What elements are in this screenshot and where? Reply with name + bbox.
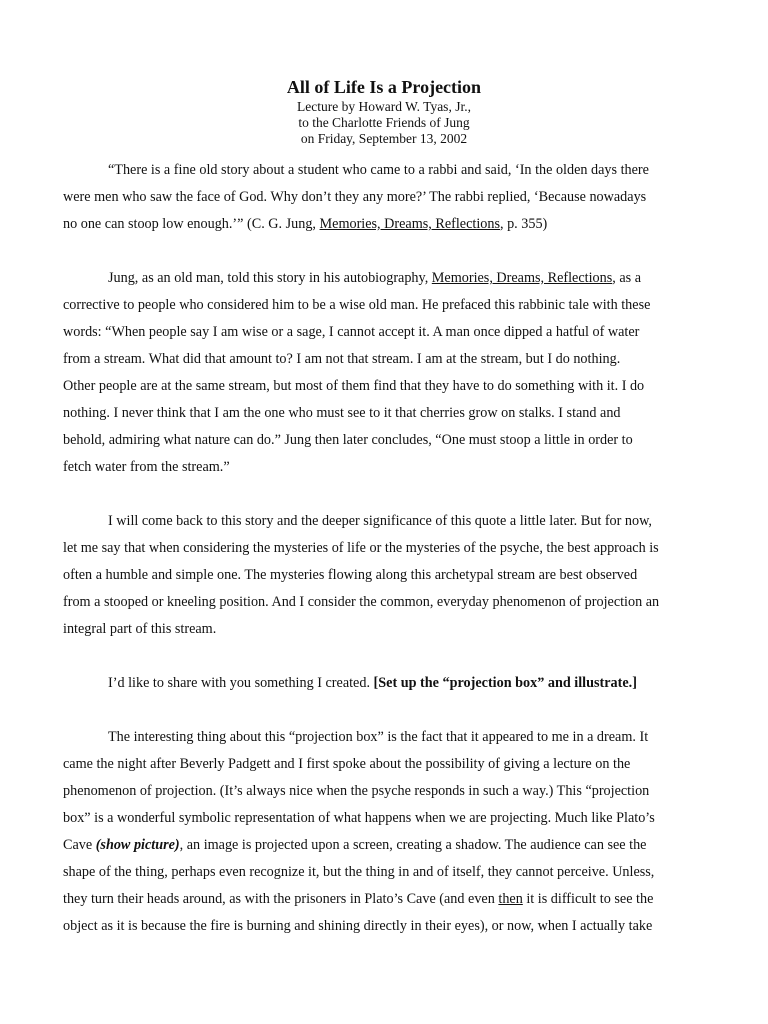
- text-line: [63, 292, 693, 319]
- text-run: phenomenon of projection. (It’s always nice when the psyche responds in such a way.) This “projection: [63, 783, 650, 799]
- text-line: [63, 265, 693, 292]
- text-run: box” is a wonderful symbolic representation of what happens when we are projecting. Much like Plato’s: [63, 810, 655, 826]
- text-line: [63, 724, 693, 751]
- bold-text: [Set up the “projection box” and illustrate.]: [373, 675, 637, 691]
- document-body: [63, 157, 693, 940]
- text-line: [63, 157, 693, 184]
- text-run: shape of the thing, perhaps even recognize it, but the thing in and of itself, they cannot perceive. Unless,: [63, 864, 655, 880]
- text-line: [63, 535, 693, 562]
- text-run: it is difficult to see the: [522, 891, 654, 907]
- lecture-date: on Friday, September 13, 2002: [300, 131, 468, 146]
- text-line: [63, 319, 693, 346]
- text-run: , p. 355): [499, 216, 548, 232]
- document-title: All of Life Is a Projection: [286, 77, 482, 97]
- paragraph: [63, 157, 693, 238]
- text-run: words: “When people say I am wise or a sage, I cannot accept it. A man once dipped a hatful of water: [63, 324, 640, 340]
- text-line: [63, 346, 693, 373]
- document-header: [0, 75, 768, 147]
- text-line: [63, 832, 693, 859]
- text-line: [63, 400, 693, 427]
- text-run: often a humble and simple one. The mysteries flowing along this archetypal stream are best observed: [63, 567, 638, 583]
- text-run: nothing. I never think that I am the one who must see to it that cherries grow on stalks. I stand and: [63, 405, 621, 421]
- text-line: [63, 913, 693, 940]
- paragraph: [63, 670, 693, 697]
- text-line: [63, 886, 693, 913]
- text-run: they turn their heads around, as with the prisoners in Plato’s Cave (and even: [63, 891, 499, 907]
- text-line: [63, 859, 693, 886]
- text-run: from a stream. What did that amount to? I am not that stream. I am at the stream, but I do nothing.: [63, 351, 621, 367]
- text-run: Cave: [63, 837, 96, 853]
- underlined-text: Memories, Dreams, Reflections: [319, 216, 500, 232]
- text-run: integral part of this stream.: [63, 621, 217, 637]
- text-run: were men who saw the face of God. Why don’t they any more?’ The rabbi replied, ‘Because nowadays: [63, 189, 647, 205]
- underlined-text: then: [498, 891, 523, 907]
- text-run: I will come back to this story and the deeper significance of this quote a little later. But for now,: [108, 513, 652, 529]
- text-line: [63, 751, 693, 778]
- lecture-audience: to the Charlotte Friends of Jung: [298, 115, 470, 130]
- text-line: [63, 184, 693, 211]
- text-line: [63, 589, 693, 616]
- lecture-byline: Lecture by Howard W. Tyas, Jr.,: [297, 99, 471, 114]
- text-run: object as it is because the fire is burning and shining directly in their eyes), or now, when I actually take: [63, 918, 653, 934]
- text-line: [63, 562, 693, 589]
- text-run: Jung, as an old man, told this story in his autobiography,: [108, 270, 432, 286]
- text-line: [63, 616, 693, 643]
- paragraph: [63, 508, 693, 643]
- text-run: “There is a fine old story about a student who came to a rabbi and said, ‘In the olden days there: [108, 162, 649, 178]
- text-run: no one can stoop low enough.’” (C. G. Jung,: [63, 216, 320, 232]
- text-line: [63, 211, 693, 238]
- underlined-text: Memories, Dreams, Reflections: [431, 270, 613, 286]
- text-run: Other people are at the same stream, but most of them find that they have to do something with it. I do: [63, 378, 645, 394]
- paragraph: [63, 724, 693, 940]
- text-line: [63, 454, 693, 481]
- text-run: , an image is projected upon a screen, creating a shadow. The audience can see the: [179, 837, 647, 853]
- text-run: , as a: [612, 270, 642, 286]
- text-line: [63, 427, 693, 454]
- text-run: came the night after Beverly Padgett and I first spoke about the possibility of giving a lecture on the: [63, 756, 631, 772]
- text-run: I’d like to share with you something I created.: [108, 675, 374, 691]
- text-run: The interesting thing about this “projection box” is the fact that it appeared to me in a dream. It: [108, 729, 649, 745]
- text-line: [63, 805, 693, 832]
- bold-italic-text: (show picture): [95, 837, 180, 853]
- text-line: [63, 508, 693, 535]
- text-run: corrective to people who considered him to be a wise old man. He prefaced this rabbinic tale with these: [63, 297, 651, 313]
- text-line: [63, 670, 693, 697]
- text-line: [63, 373, 693, 400]
- text-run: behold, admiring what nature can do.” Jung then later concludes, “One must stoop a little in order to: [63, 432, 633, 448]
- paragraph: [63, 265, 693, 481]
- text-run: let me say that when considering the mysteries of life or the mysteries of the psyche, the best approach is: [63, 540, 659, 556]
- text-run: from a stooped or kneeling position. And I consider the common, everyday phenomenon of projection an: [63, 594, 660, 610]
- text-run: fetch water from the stream.”: [63, 459, 230, 475]
- text-line: [63, 778, 693, 805]
